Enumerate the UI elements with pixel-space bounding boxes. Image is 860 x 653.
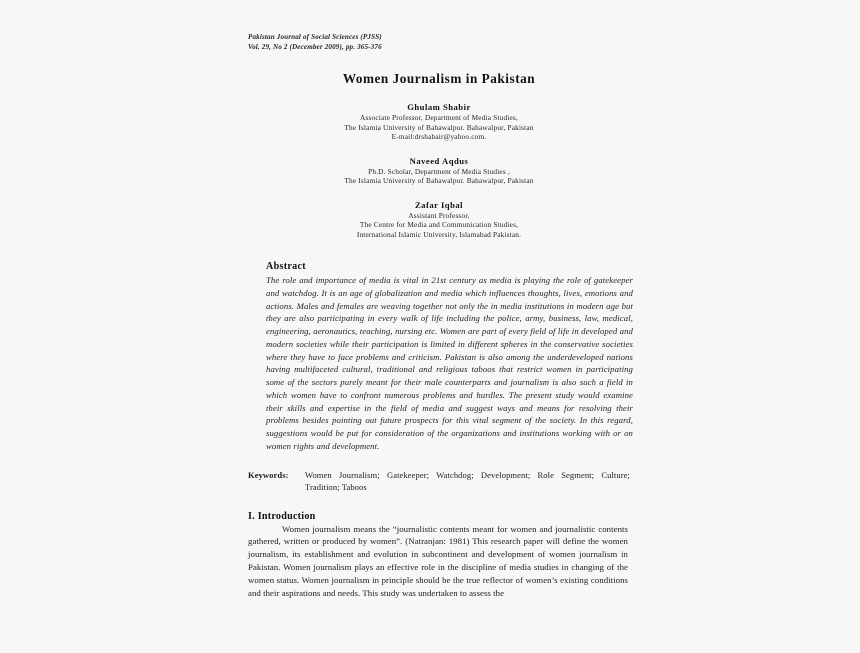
section-introduction xyxy=(248,511,628,600)
author-affiliation-line: Assistant Professor, xyxy=(408,210,470,220)
abstract-text: The role and importance of media is vital in 21st century as media is playing the role of gatekeeper and watchdog. It is an age of globalization and media which influences thoughts, lives, emotions and actions. Males and females are weaving together not only the in media institutions in modern age but they are also participating in every walk of life including the police, army, business, law, medical, engineering, aeronautics, teaching, nursing etc. Women are part of every field of life in developed and modern societies while their participation is limited in different spheres in the conservative societies where they have to face problems and criticism. Pakistan is also among the underdeveloped nations having multifaceted cultural, traditional and religious taboos that restrict women in participating some of the sectors purely meant for their male counterparts and journalism is also such a field in which women have to confront numerous problems and hurdles. The present study would examine their skills and expertise in the field of media and suggest ways and means for resolving their problems besides pointing out future prospects for this vital segment of the society. In this regard, suggestions would be put for consideration of the organizations and institutions working with or on women rights and development. xyxy=(266,275,633,451)
journal-running-head xyxy=(248,33,630,52)
abstract-section xyxy=(248,261,633,453)
page-title: Women Journalism in Pakistan xyxy=(342,71,536,87)
keywords-value: Women Journalism; Gatekeeper; Watchdog; Development; Role Segment; Culture; Tradition; Taboos xyxy=(305,469,630,493)
keywords-section xyxy=(248,469,630,494)
author-email-line: E-mail:drshabair@yahoo.com. xyxy=(391,132,487,142)
author-affiliation-line: The Islamia University of Bahawalpur. Bahawalpur, Pakistan xyxy=(344,176,534,186)
author-block-1 xyxy=(248,102,630,142)
author-name: Ghulam Shabir xyxy=(407,102,471,113)
section-heading: I. Introduction xyxy=(248,510,316,522)
author-affiliation-line: Ph.D. Scholar, Department of Media Studies , xyxy=(368,166,510,176)
author-affiliation-line: Associate Professor, Department of Media Studies, xyxy=(360,113,518,123)
author-block-2 xyxy=(248,156,630,186)
journal-name-line: Pakistan Journal of Social Sciences (PJSS) xyxy=(248,33,382,41)
author-block-3 xyxy=(248,200,630,240)
page-content-column xyxy=(248,33,633,600)
author-affiliation-line: The Islamia University of Bahawalpur. Bahawalpur, Pakistan xyxy=(344,122,534,132)
keywords-label: Keywords: xyxy=(248,469,289,480)
author-affiliation-line: The Centre for Media and Communication Studies, xyxy=(359,220,519,230)
author-name: Zafar Iqbal xyxy=(414,199,464,210)
author-affiliation-line: International Islamic University, Islamabad Pakistan. xyxy=(356,229,522,239)
author-name: Naveed Aqdus xyxy=(409,155,469,166)
abstract-heading: Abstract xyxy=(266,261,306,273)
journal-volume-line: Vol. 29, No 2 (December 2009), pp. 365-376 xyxy=(248,42,382,51)
section-paragraph: Women journalism means the “journalistic contents meant for women and journalistic contents gathered, written or produced by women”. (Natranjan: 1981) This research paper will define the women journalism, its establishment and evolution in subcontinent and development of women journalism in Pakistan. Women journalism plays an effective role in the discipline of media studies in changing of the women status. Women journalism in principle should be the true reflector of women’s existing conditions and their aspirations and needs. This study was undertaken to assess the xyxy=(248,523,628,599)
